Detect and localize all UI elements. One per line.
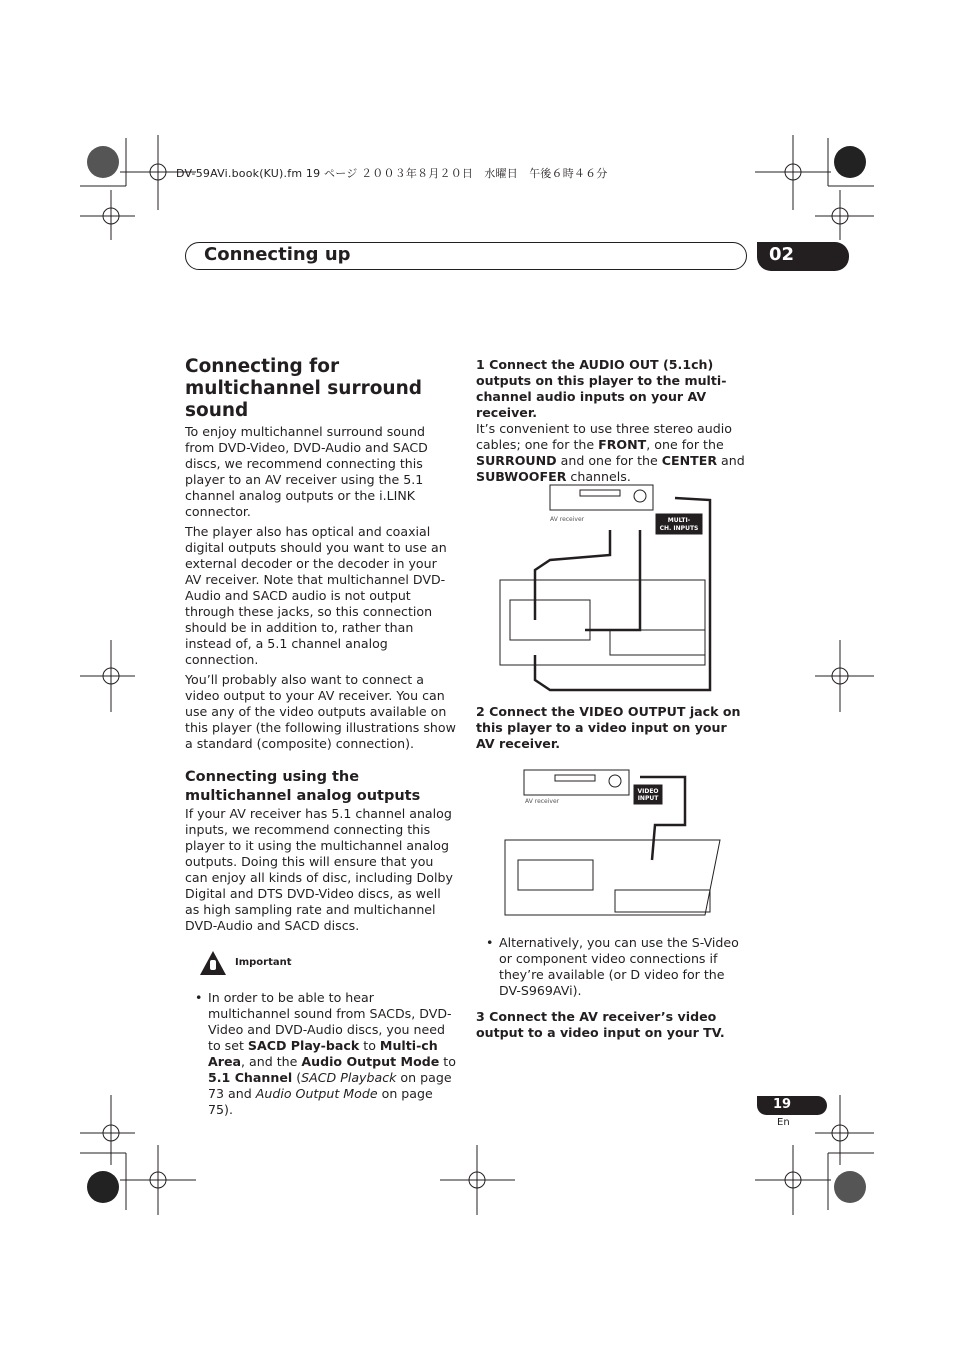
paragraph: If your AV receiver has 5.1 channel analog inputs, we recommend connecting this player to it using the multichannel analog outputs. Doing this will ensure that you can enjoy all kinds of disc, including Dolby Digital and DTS DVD-Video discs, as well as high sampling rate and multichannel DVD-Audio and SACD discs.: [185, 806, 453, 933]
multichannel-connection-diagram: [490, 480, 720, 695]
step-1-title: 1 Connect the AUDIO OUT (5.1ch) outputs on this player to the multi-channel audio inputs on your AV receiver.: [476, 357, 727, 420]
important-note: [199, 950, 457, 976]
text-run: CENTER: [661, 453, 718, 468]
step-2-title: 2 Connect the VIDEO OUTPUT jack on this player to a video input on your AV receiver.: [476, 704, 741, 751]
warning-hand-icon: [199, 950, 227, 976]
text-run: on page 73 and: [208, 1070, 452, 1101]
left-column: [185, 356, 457, 1118]
paragraph: To enjoy multichannel surround sound from DVD-Video, DVD-Audio and SACD discs, we recommend connecting this player to an AV receiver using the 5.1 channel analog outputs or the i.LINK connector.: [185, 424, 428, 519]
text-run: to: [359, 1038, 380, 1053]
badge-line1: MULTI-: [667, 517, 691, 524]
print-header: DV-59AVi.book(KU).fm 19 ページ ２００３年８月２０日 水曜日 午後６時４６分: [176, 167, 608, 180]
text-run: FRONT: [598, 437, 647, 452]
right-column: [476, 357, 748, 489]
text-run: channels.: [566, 469, 631, 484]
page-number: 19: [757, 1096, 827, 1115]
step-2: [476, 704, 748, 752]
text-run: Audio Output Mode: [255, 1086, 378, 1101]
receiver-label: AV receiver: [525, 798, 560, 805]
main-heading: Connecting for multichannel surround sound: [185, 356, 422, 421]
text-run: , one for the: [646, 437, 724, 452]
paragraph: The player also has optical and coaxial digital outputs should you want to use an external decoder or the decoder in your AV receiver. Note that multichannel DVD-Audio and SACD audio is not output through these jacks, so this connection should be in addition to, rather than instead of, a 5.1 channel analog connection.: [185, 524, 447, 667]
text-run: SURROUND: [476, 453, 557, 468]
text-run: In order to be able to hear multichannel sound from SACDs, DVD-Video and DVD-Audio discs, you need to set: [208, 990, 452, 1053]
video-connection-diagram: [500, 765, 730, 920]
language-label: En: [777, 1117, 790, 1128]
text-run: Multi-ch Area: [208, 1038, 438, 1069]
step-3-title: 3 Connect the AV receiver’s video output to a video input on your TV.: [476, 1009, 725, 1040]
text-run: SUBWOOFER: [476, 469, 567, 484]
text-run: (: [292, 1070, 302, 1085]
text-run: Audio Output Mode: [301, 1054, 440, 1069]
paragraph: You’ll probably also want to connect a video output to your AV receiver. You can use any of the video outputs available on this player (the following illustrations show a standard (composite) connection).: [185, 672, 456, 751]
text-run: SACD Playback: [301, 1070, 397, 1085]
important-label: Important: [235, 957, 292, 968]
receiver-label: AV receiver: [550, 516, 585, 523]
bullet-text: [208, 990, 456, 1117]
right-lower: [476, 935, 748, 1041]
chapter-number: 02: [757, 242, 849, 271]
text-run: SACD Play-back: [247, 1038, 360, 1053]
badge-line2: CH. INPUTS: [659, 525, 699, 532]
bullet-item: • In order to be able to hear multichannel sound from SACDs, DVD-Video and DVD-Audio discs, you need to set SACD Play-back to Multi-ch Area, and the Audio Output Mode to 5.1 Channel (SACD Playback on page 73 and Audio Output Mode on page 75).: [195, 990, 456, 1117]
text-run: on page 75).: [208, 1086, 433, 1117]
text-run: It’s convenient to use three stereo audio cables; one for the: [476, 421, 732, 452]
subheading: Connecting using the multichannel analog outputs: [185, 769, 421, 804]
text-run: , and the: [241, 1054, 302, 1069]
av-receiver-illustration: [550, 485, 653, 510]
badge-line1: VIDEO: [637, 788, 659, 795]
text-run: and one for the: [556, 453, 662, 468]
section-title: Connecting up: [204, 244, 351, 265]
bullet-item: • Alternatively, you can use the S-Video or component video connections if they’re available (or D video for the DV-S969AVi).: [486, 935, 739, 998]
text-run: to: [439, 1054, 456, 1069]
bullet-text: Alternatively, you can use the S-Video or component video connections if they’re available (or D video for the DV-S969AVi).: [499, 935, 739, 998]
text-run: 5.1 Channel: [208, 1070, 293, 1085]
badge-line2: INPUT: [637, 795, 659, 802]
step-1-body: [476, 421, 748, 485]
text-run: and: [717, 453, 745, 468]
